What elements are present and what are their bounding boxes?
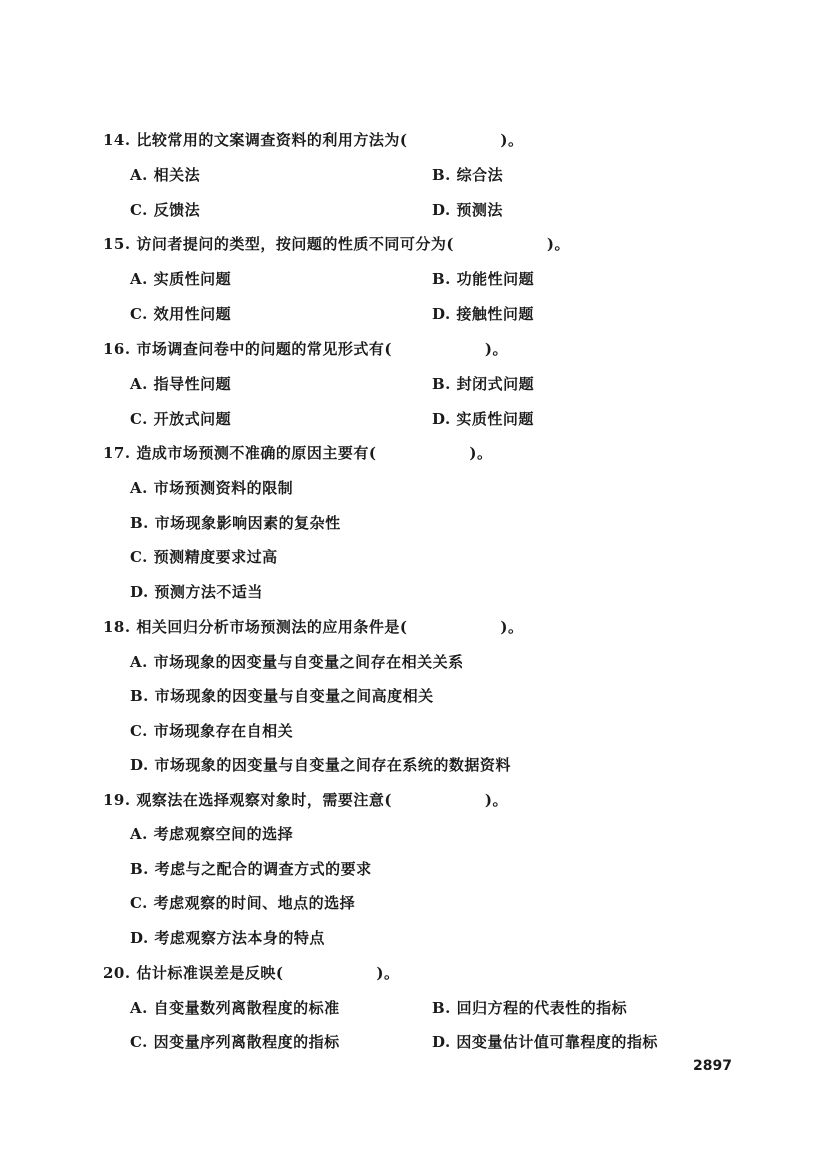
question-15: 15. 访问者提问的类型，按问题的性质不同可分为( )。 <box>103 235 571 253</box>
q17-option-c: C. 预测精度要求过高 <box>130 548 278 566</box>
q18-option-b: B. 市场现象的因变量与自变量之间高度相关 <box>130 687 434 705</box>
q17-option-a: A. 市场预测资料的限制 <box>130 479 294 497</box>
q20-option-c: C. 因变量序列离散程度的指标 <box>130 1033 340 1051</box>
q20-option-b: B. 回归方程的代表性的指标 <box>432 999 628 1017</box>
q16-option-b: B. 封闭式问题 <box>432 375 535 393</box>
q19-option-a: A. 考虑观察空间的选择 <box>130 825 294 843</box>
q15-option-c: C. 效用性问题 <box>130 305 232 323</box>
q14-option-a: A. 相关法 <box>130 166 201 184</box>
q16-option-a: A. 指导性问题 <box>130 375 232 393</box>
q19-option-c: C. 考虑观察的时间、地点的选择 <box>130 894 356 912</box>
q16-option-c: C. 开放式问题 <box>130 410 232 428</box>
question-18: 18. 相关回归分析市场预测法的应用条件是( )。 <box>103 618 524 636</box>
q15-option-b: B. 功能性问题 <box>432 270 535 288</box>
question-19: 19. 观察法在选择观察对象时，需要注意( )。 <box>103 791 509 809</box>
q19-option-b: B. 考虑与之配合的调查方式的要求 <box>130 860 372 878</box>
q17-option-d: D. 预测方法不适当 <box>130 583 263 601</box>
q16-option-d: D. 实质性问题 <box>432 410 534 428</box>
question-16: 16. 市场调查问卷中的问题的常见形式有( )。 <box>103 340 509 358</box>
page-number: 2897 <box>693 1058 732 1074</box>
question-20: 20. 估计标准误差是反映( )。 <box>103 964 400 982</box>
q18-option-a: A. 市场现象的因变量与自变量之间存在相关关系 <box>130 653 464 671</box>
question-14: 14. 比较常用的文案调查资料的利用方法为( )。 <box>103 131 524 149</box>
q15-option-a: A. 实质性问题 <box>130 270 232 288</box>
q20-option-a: A. 自变量数列离散程度的标准 <box>130 999 340 1017</box>
q20-option-d: D. 因变量估计值可靠程度的指标 <box>432 1033 658 1051</box>
q14-option-d: D. 预测法 <box>432 201 503 219</box>
question-17: 17. 造成市场预测不准确的原因主要有( )。 <box>103 444 493 462</box>
q18-option-c: C. 市场现象存在自相关 <box>130 722 294 740</box>
q18-option-d: D. 市场现象的因变量与自变量之间存在系统的数据资料 <box>130 756 511 774</box>
q14-option-c: C. 反馈法 <box>130 201 201 219</box>
q17-option-b: B. 市场现象影响因素的复杂性 <box>130 514 341 532</box>
q15-option-d: D. 接触性问题 <box>432 305 534 323</box>
q14-option-b: B. 综合法 <box>432 166 504 184</box>
q19-option-d: D. 考虑观察方法本身的特点 <box>130 929 325 947</box>
